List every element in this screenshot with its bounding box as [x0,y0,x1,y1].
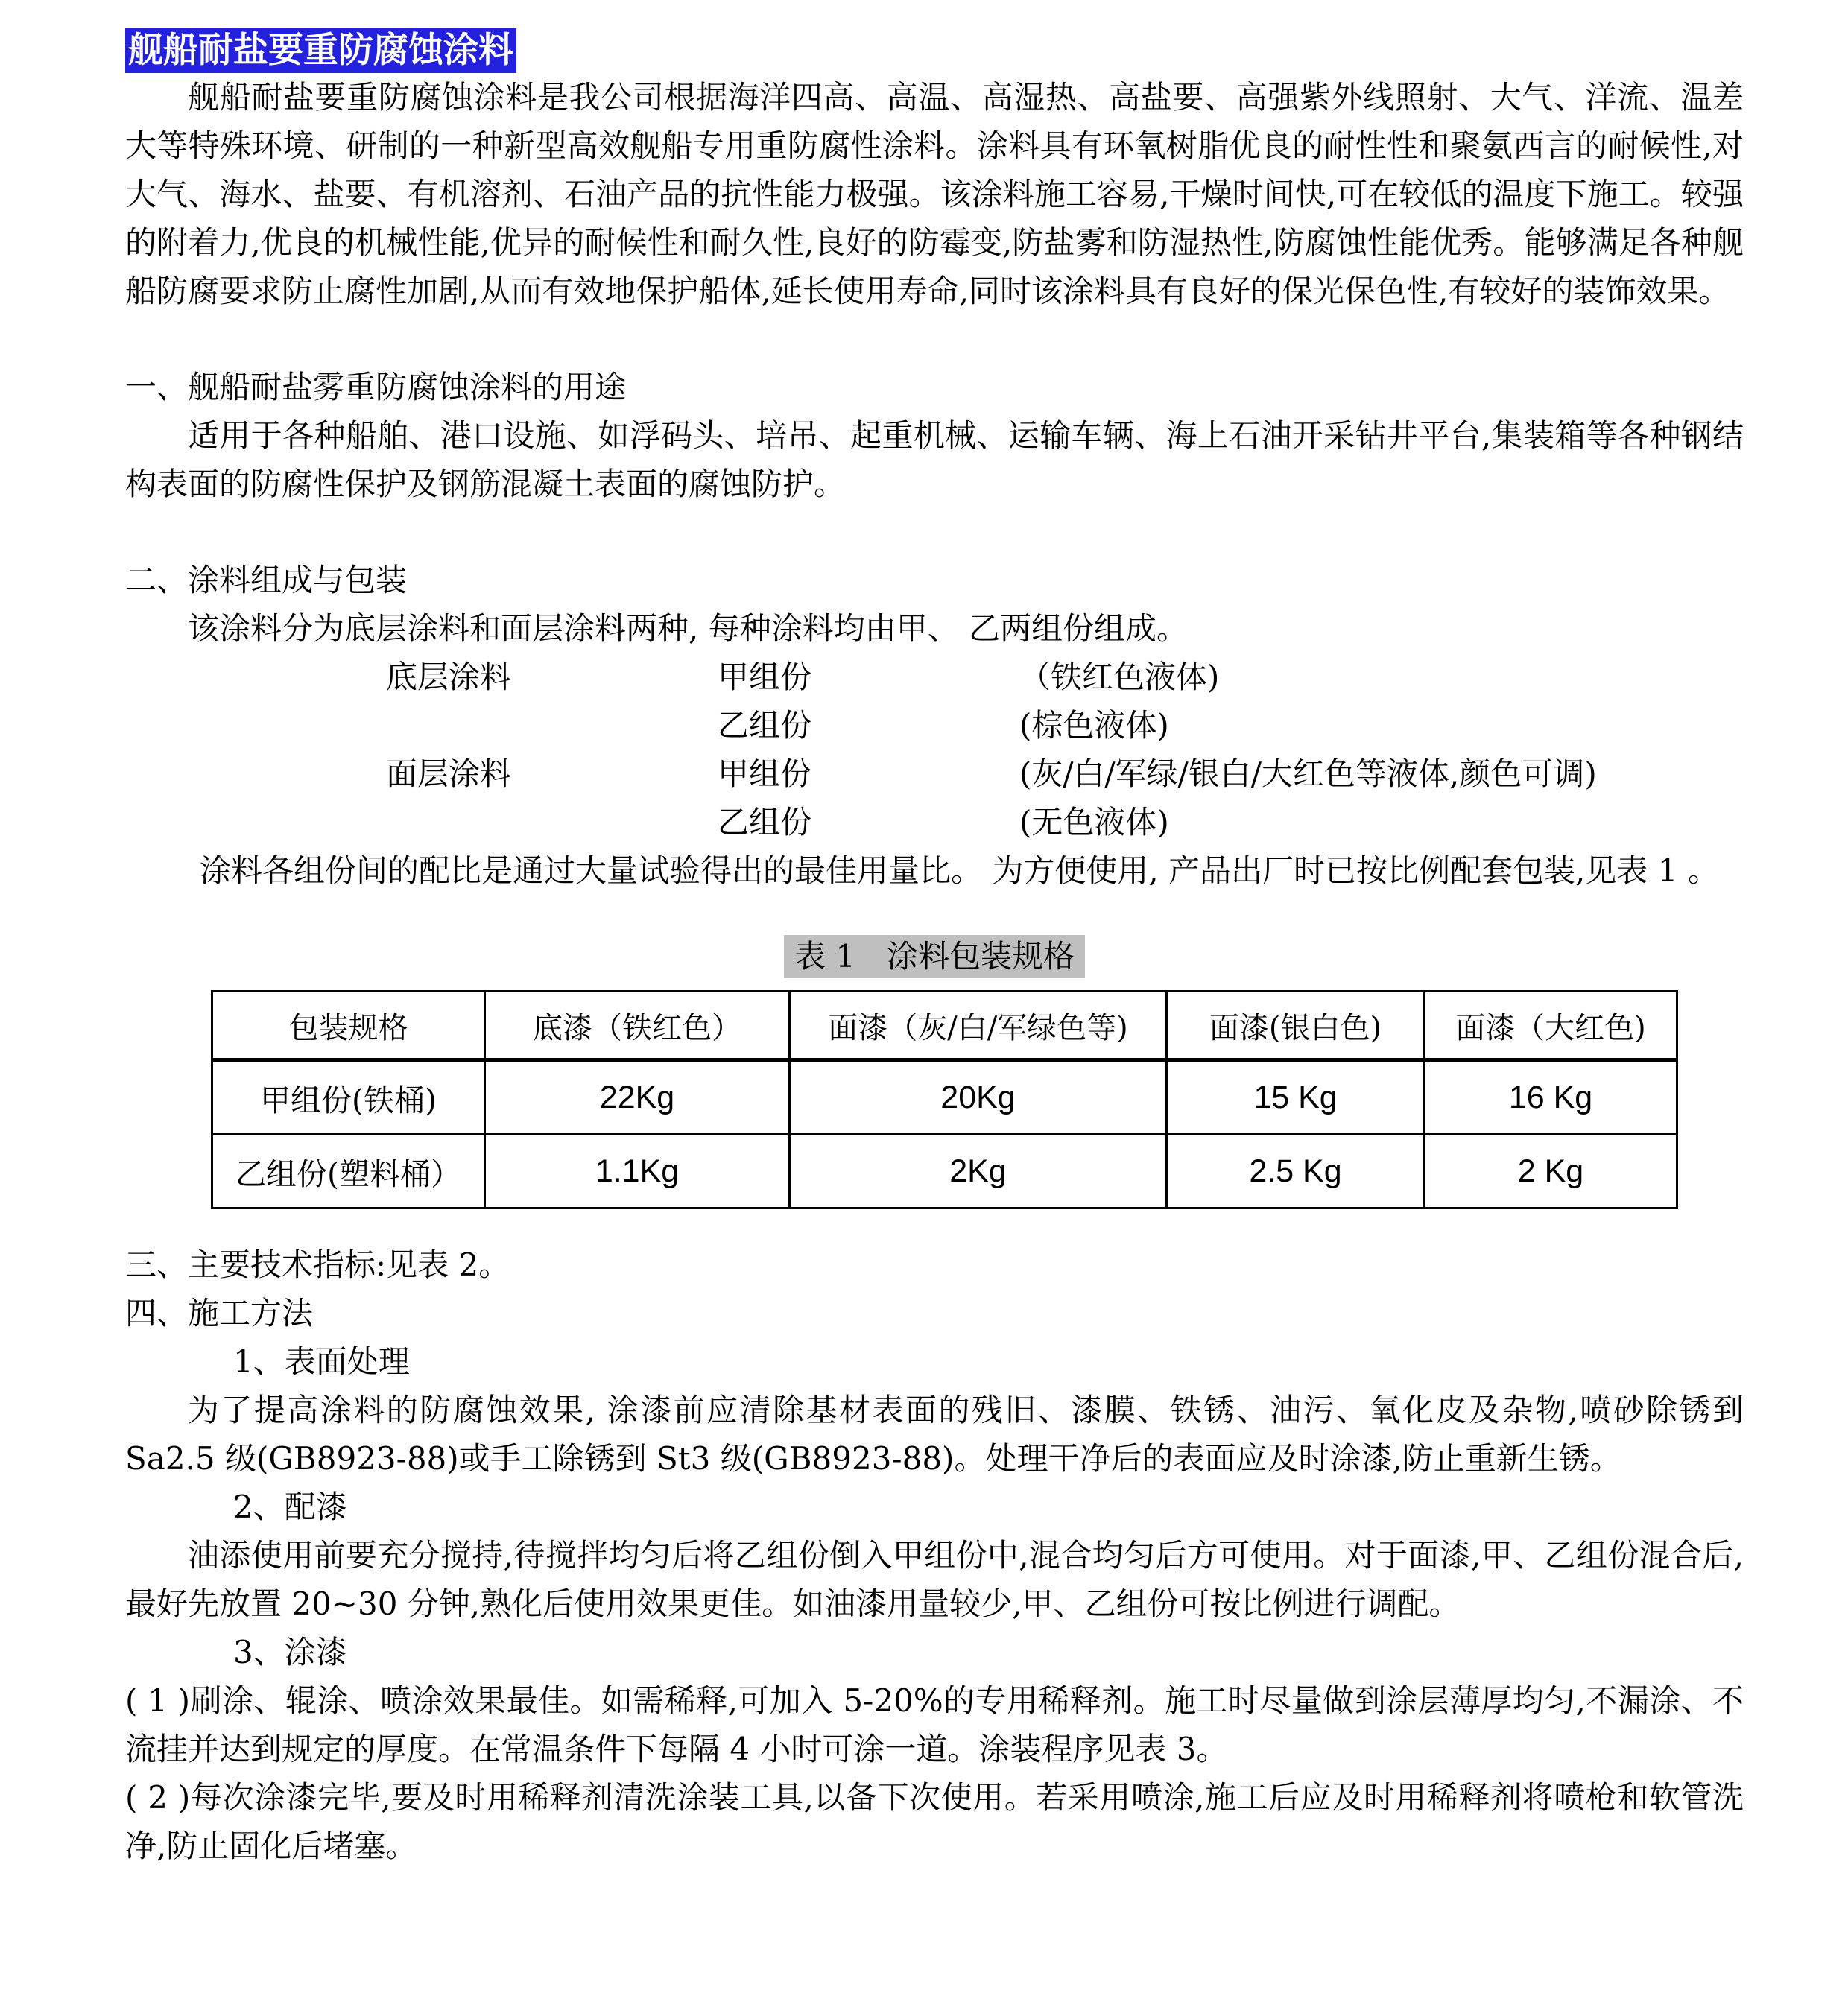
component-layer [386,798,718,846]
table-row-label: 乙组份(塑料桶） [212,1135,485,1208]
section1-heading: 一、舰船耐盐雾重防腐蚀涂料的用途 [125,369,627,405]
table-cell: 16 Kg [1425,1060,1677,1135]
section4-heading: 四、施工方法 [125,1295,314,1331]
table-cell: 2.5 Kg [1167,1135,1425,1208]
component-part: 甲组份 [718,659,812,695]
component-part: 甲组份 [718,755,812,792]
section4-sub1-heading: 1、表面处理 [233,1343,410,1380]
table-header-cell: 面漆（灰/白/军绿色等) [790,992,1167,1060]
table-cell: 22Kg [485,1060,790,1135]
table-row [212,1060,1677,1135]
section4-sub3-item1: ( 1 )刷涂、辊涂、喷涂效果最佳。如需稀释,可加入 5-20%的专用稀释剂。施工时尽量做到涂层薄厚均匀,不漏涂、不流挂并达到规定的厚度。在常温条件下每隔 4 小时可涂一道。涂装程序见表 3。 [125,1682,1744,1767]
table-row [212,1135,1677,1208]
section4-sub3-item2: ( 2 )每次涂漆完毕,要及时用稀释剂清洗涂装工具,以备下次使用。若采用喷涂,施工后应及时用稀释剂将喷枪和软管洗净,防止固化后堵塞。 [125,1779,1744,1864]
section3-heading: 三、主要技术指标:见表 2。 [125,1246,510,1283]
component-layer: 面层涂料 [386,755,512,792]
component-part: 乙组份 [718,804,812,840]
section2-heading: 二、涂料组成与包装 [125,562,408,598]
component-desc: (灰/白/军绿/银白/大红色等液体,颜色可调) [1019,755,1597,792]
component-desc: （铁红色液体) [1019,659,1220,695]
table-header-cell: 面漆（大红色) [1425,992,1677,1060]
packaging-table [211,990,1678,1209]
section4-sub2-heading: 2、配漆 [233,1489,347,1525]
table-cell: 20Kg [790,1060,1167,1135]
section2-note: 涂料各组份间的配比是通过大量试验得出的最佳用量比。 为方便使用, 产品出厂时已按比例配套包装,见表 1 。 [200,852,1719,889]
component-desc: (棕色液体) [1019,707,1169,744]
section4-sub1-body: 为了提高涂料的防腐蚀效果, 涂漆前应清除基材表面的残旧、漆膜、铁锈、油污、氧化皮及杂物,喷砂除锈到 Sa2.5 级(GB8923-88)或手工除锈到 St3 级(GB8923-88)。处理干净后的表面应及时涂漆,防止重新生锈。 [125,1392,1744,1477]
table-cell: 2 Kg [1425,1135,1677,1208]
table-header-cell: 包装规格 [212,992,485,1060]
component-row [125,701,1744,750]
component-part: 乙组份 [718,707,812,744]
table-header-row [212,992,1677,1060]
section4-sub2-body: 油添使用前要充分搅持,待搅拌均匀后将乙组份倒入甲组份中,混合均匀后方可使用。对于面漆,甲、乙组份混合后,最好先放置 20~30 分钟,熟化后使用效果更佳。如油漆用量较少,甲、乙组份可按比例进行调配。 [125,1537,1744,1622]
component-row [125,653,1744,701]
component-layer [386,701,718,750]
table-cell: 15 Kg [1167,1060,1425,1135]
component-layer: 底层涂料 [386,659,512,695]
section1-body: 适用于各种船舶、港口设施、如浮码头、培吊、起重机械、运输车辆、海上石油开采钻井平台,集装箱等各种钢结构表面的防腐性保护及钢筋混凝土表面的腐蚀防护。 [125,417,1744,502]
component-row [125,750,1744,798]
component-row [125,798,1744,846]
component-desc: (无色液体) [1019,804,1169,840]
section4-sub3-heading: 3、涂漆 [233,1634,347,1670]
intro-paragraph: 舰船耐盐要重防腐蚀涂料是我公司根据海洋四高、高温、高湿热、高盐要、高强紫外线照射、大气、洋流、温差大等特殊环境、研制的一种新型高效舰船专用重防腐性涂料。涂料具有环氧树脂优良的耐性性和聚氨西言的耐候性,对大气、海水、盐要、有机溶剂、石油产品的抗性能力极强。该涂料施工容易,干燥时间快,可在较低的温度下施工。较强的附着力,优良的机械性能,优异的耐候性和耐久性,良好的防霉变,防盐雾和防湿热性,防腐蚀性能优秀。能够满足各种舰船防腐要求防止腐性加剧,从而有效地保护船体,延长使用寿命,同时该涂料具有良好的保光保色性,有较好的装饰效果。 [125,79,1744,309]
title-row [125,28,1744,73]
table-row-label: 甲组份(铁桶) [212,1060,485,1135]
page-title: 舰船耐盐要重防腐蚀涂料 [125,28,516,73]
table-cell: 1.1Kg [485,1135,790,1208]
table-header-cell: 面漆(银白色) [1167,992,1425,1060]
table-header-cell: 底漆（铁红色） [485,992,790,1060]
table1-caption-row [125,935,1744,978]
section2-body: 该涂料分为底层涂料和面层涂料两种, 每种涂料均由甲、 乙两组份组成。 [188,610,1189,647]
component-list [125,653,1744,846]
table-cell: 2Kg [790,1135,1167,1208]
table1-caption: 表 1 涂料包装规格 [784,935,1085,978]
